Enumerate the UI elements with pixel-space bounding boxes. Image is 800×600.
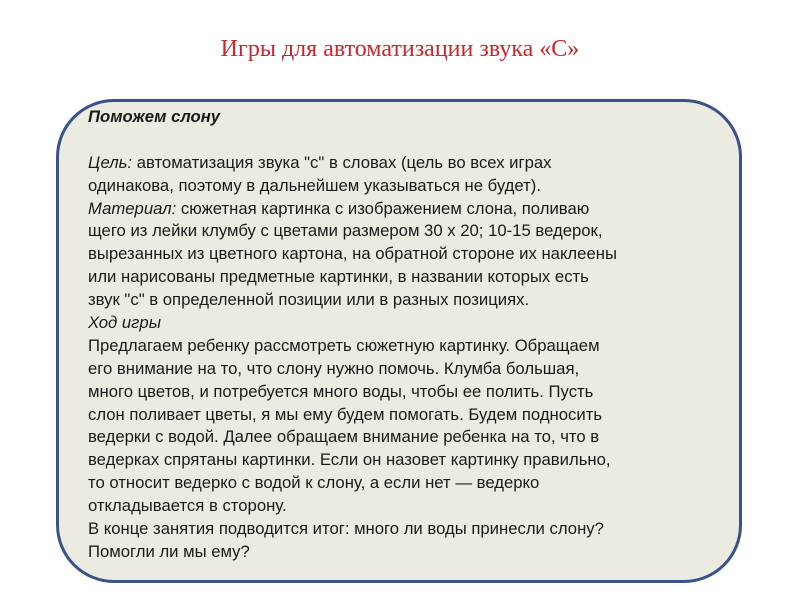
procedure-text-2: его внимание на то, что слону нужно помочь. Клумба большая, [88,358,580,378]
procedure-text-5: ведерки с водой. Далее обращаем внимание ребенка на то, что в [88,427,600,447]
procedure-text-7: то относит ведерко с водой к слону, а если нет — ведерко [88,473,540,493]
goal-text-1: автоматизация звука "с" в словах (цель во всех играх [132,152,552,172]
procedure-text-3: много цветов, и потребуется много воды, чтобы ее полить. Пусть [88,381,594,401]
procedure-text-9: В конце занятия подводится итог: много ли воды принесли слону? [88,519,604,539]
goal-label: Цель: [88,152,133,172]
goal-text-2: одинакова, поэтому в дальнейшем указываться не будет). [88,175,541,195]
game-heading: Поможем слону [88,107,221,126]
material-text-2: щего из лейки клумбу с цветами размером 30 х 20; 10-15 ведерок, [88,221,603,241]
procedure-text-4: слон поливает цветы, я мы ему будем помогать. Будем подносить [88,404,603,424]
material-text-1: сюжетная картинка с изображением слона, поливаю [176,198,590,218]
material-text-5: звук "с" в определенной позиции или в разных позициях. [88,290,530,310]
procedure-text-10: Помогли ли мы ему? [88,541,250,561]
card-text [88,106,728,564]
material-text-4: или нарисованы предметные картинки, в названии которых есть [88,267,589,287]
slide-title: Игры для автоматизации звука «С» [220,36,580,62]
procedure-label: Ход игры [88,313,161,333]
goal-line-1 [88,152,728,175]
material-text-3: вырезанных из цветного картона, на обратной стороне их наклеены [88,244,617,264]
procedure-text-8: откладывается в сторону. [88,496,287,516]
material-line-1 [88,198,728,221]
procedure-text-1: Предлагаем ребенку рассмотреть сюжетную картинку. Обращаем [88,335,600,355]
spacer [88,129,728,152]
procedure-text-6: ведерках спрятаны картинки. Если он назовет картинку правильно, [88,450,611,470]
material-label: Материал: [88,198,177,218]
